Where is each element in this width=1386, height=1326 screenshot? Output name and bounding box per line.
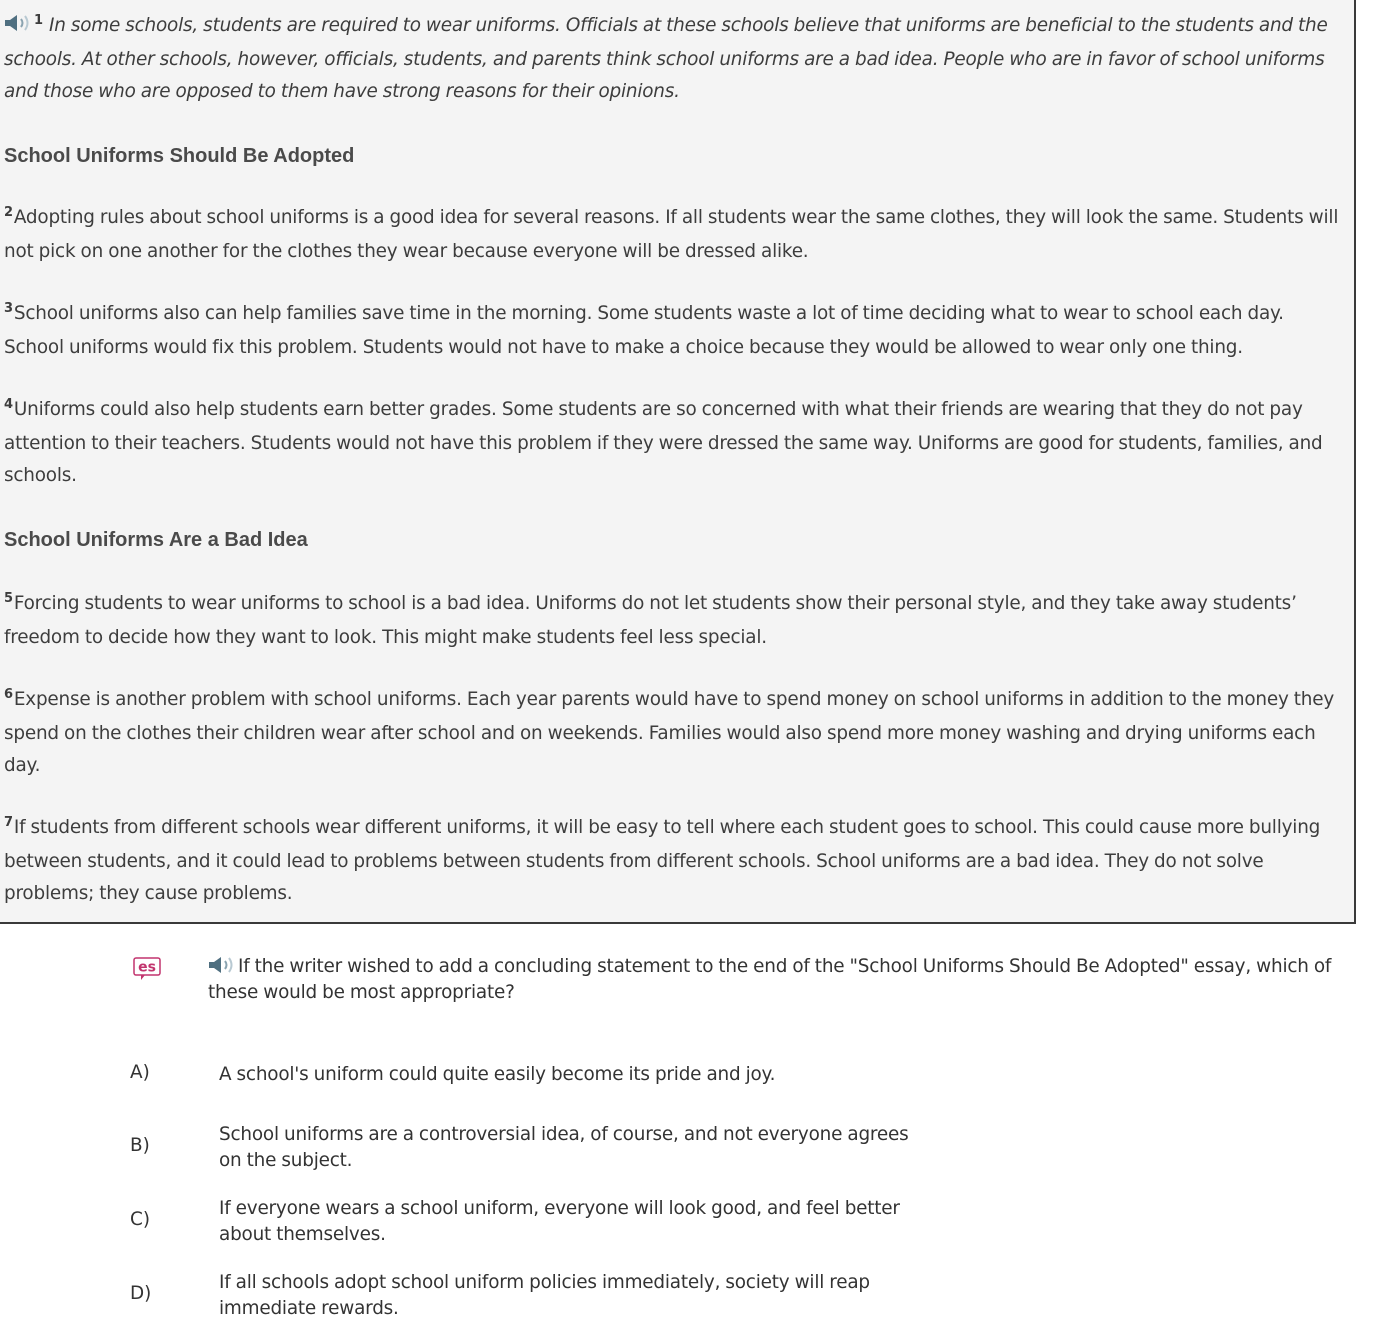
choice-text: If everyone wears a school uniform, everyone will look good, and feel better about themselves. (219, 1198, 900, 1245)
paragraph-number: 7 (4, 815, 13, 830)
question-area (0, 926, 1386, 1326)
passage-paragraph-7 (4, 812, 1344, 910)
spanish-translation-button[interactable] (133, 957, 161, 977)
speaker-icon[interactable] (208, 956, 238, 974)
paragraph-number: 1 (34, 13, 43, 28)
passage-paragraph-1 (4, 10, 1344, 108)
spanish-icon (133, 957, 161, 981)
paragraph-number: 6 (4, 687, 13, 702)
paragraph-text: If students from different schools wear different uniforms, it will be easy to tell where each student goes to school. This could cause more bullying between students, and it could lead to problems between students from different schools. School uniforms are a bad idea. They do not solve problems; they cause problems. (4, 817, 1321, 904)
choice-letter: A) (130, 1062, 150, 1083)
question-prompt (208, 954, 1358, 1006)
question-text: If the writer wished to add a concluding statement to the end of the "School Uniforms Should Be Adopted" essay, which of these would be most appropriate? (208, 956, 1332, 1003)
paragraph-number: 5 (4, 591, 13, 606)
badge-label: es (138, 959, 156, 976)
paragraph-number: 4 (4, 397, 13, 412)
paragraph-text: Adopting rules about school uniforms is a good idea for several reasons. If all students wear the same clothes, they will look the same. Students will not pick on one another for the clothes they wear because everyone will be dressed alike. (4, 207, 1339, 262)
passage-paragraph-2 (4, 202, 1344, 268)
choice-letter: B) (130, 1135, 150, 1156)
passage-paragraph-3 (4, 298, 1344, 364)
choice-letter: C) (130, 1209, 151, 1230)
paragraph-text: School uniforms also can help families save time in the morning. Some students waste a lot of time deciding what to wear to school each day. School uniforms would fix this problem. Students would not have to make a choice because they would be allowed to wear only one thing. (4, 303, 1284, 358)
passage-paragraph-5 (4, 588, 1344, 654)
paragraph-number: 3 (4, 301, 13, 316)
choice-letter: D) (130, 1283, 152, 1304)
passage-paragraph-6 (4, 684, 1344, 782)
section-heading-adopted: School Uniforms Should Be Adopted (4, 145, 355, 167)
paragraph-text: Expense is another problem with school uniforms. Each year parents would have to spend money on school uniforms in addition to the money they spend on the clothes their children wear after school and on weekends. Families would also spend more money washing and drying uniforms each day. (4, 689, 1335, 776)
choice-text: School uniforms are a controversial idea, of course, and not everyone agrees on the subject. (219, 1124, 909, 1171)
passage-paragraph-4 (4, 394, 1344, 492)
choice-text: A school's uniform could quite easily become its pride and joy. (219, 1064, 776, 1085)
paragraph-number: 2 (4, 205, 13, 220)
choice-text: If all schools adopt school uniform policies immediately, society will reap immediate rewards. (219, 1272, 870, 1319)
paragraph-text: Uniforms could also help students earn better grades. Some students are so concerned with what their friends are wearing that they do not pay attention to their teachers. Students would not have this problem if they were dressed the same way. Uniforms are good for students, families, and schools. (4, 399, 1323, 486)
paragraph-text: In some schools, students are required to wear uniforms. Officials at these schools believe that uniforms are beneficial to the students and the schools. At other schools, however, officials, students, and parents think school uniforms are a bad idea. People who are in favor of school uniforms and those who are opposed to them have strong reasons for their opinions. (4, 15, 1328, 102)
speaker-icon[interactable] (4, 14, 34, 32)
section-heading-bad-idea: School Uniforms Are a Bad Idea (4, 529, 308, 551)
paragraph-text: Forcing students to wear uniforms to school is a bad idea. Uniforms do not let students show their personal style, and they take away students’ freedom to decide how they want to look. This might make students feel less special. (4, 593, 1297, 648)
